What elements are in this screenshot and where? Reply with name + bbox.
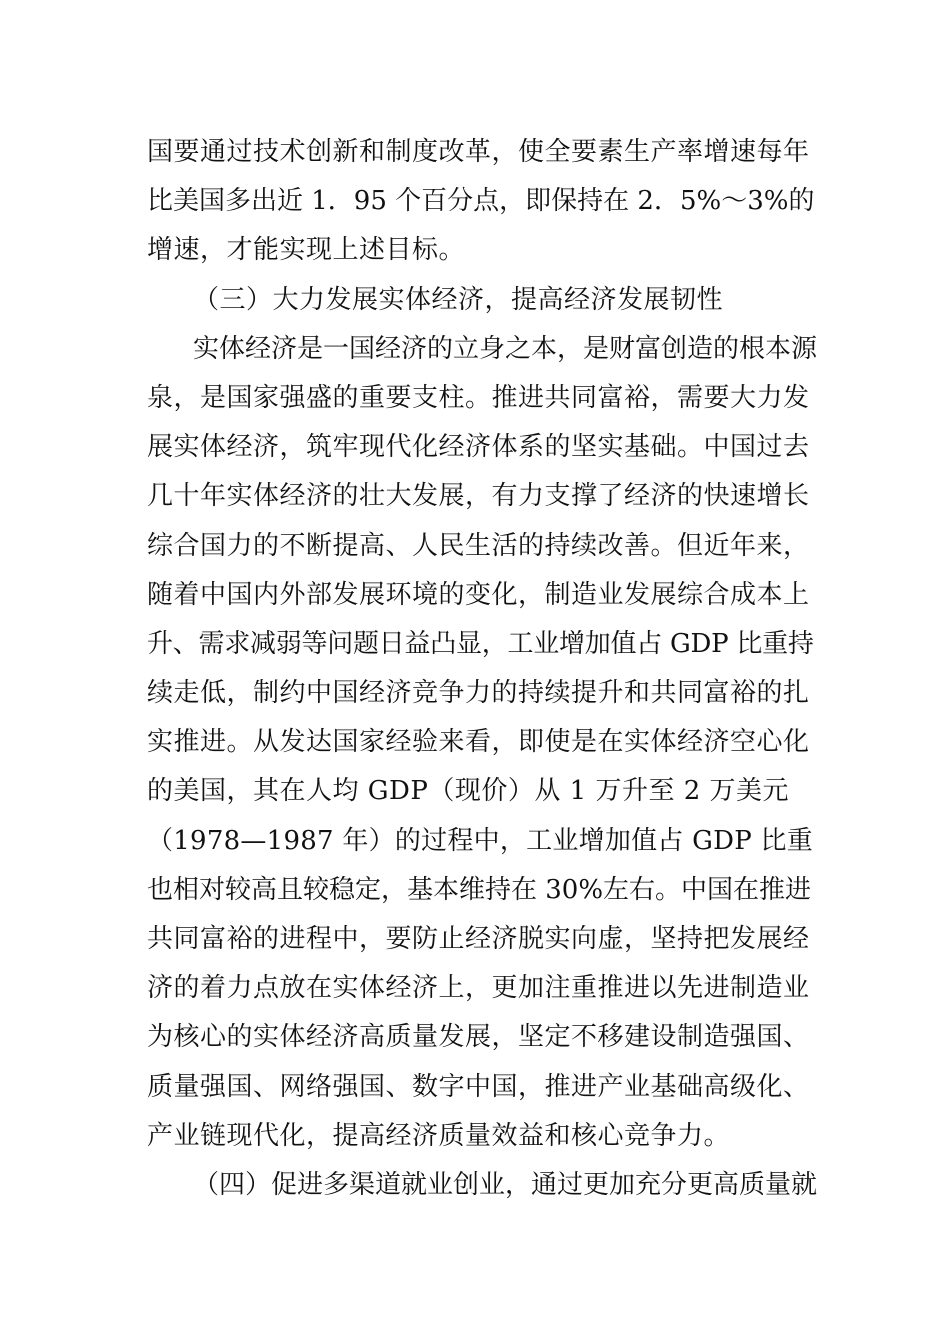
text-line: 实推进。从发达国家经验来看，即使是在实体经济空心化 (147, 727, 810, 758)
text-line: 国要通过技术创新和制度改革，使全要素生产率增速每年 (147, 137, 810, 167)
text-line: 几十年实体经济的壮大发展，有力支撑了经济的快速增长 (147, 481, 810, 512)
text-line: 的美国，其在人均 GDP（现价）从 1 万升至 2 万美元 (147, 776, 790, 807)
text-line: 增速，才能实现上述目标。 (147, 235, 466, 266)
text-line: 随着中国内外部发展环境的变化，制造业发展综合成本上 (147, 579, 810, 610)
text-line: 展实体经济，筑牢现代化经济体系的坚实基础。中国过去 (147, 432, 810, 463)
text-line: 泉，是国家强盛的重要支柱。推进共同富裕，需要大力发 (147, 382, 810, 413)
text-line: 也相对较高且较稳定，基本维持在 30%左右。中国在推进 (147, 874, 812, 905)
text-line: 济的着力点放在实体经济上，更加注重推进以先进制造业 (147, 973, 810, 1004)
text-line: 质量强国、网络强国、数字中国，推进产业基础高级化、 (147, 1071, 810, 1102)
text-line: 续走低，制约中国经济竞争力的持续提升和共同富裕的扎 (147, 678, 810, 709)
text-line: （四）促进多渠道就业创业，通过更加充分更高质量就 (193, 1169, 818, 1200)
text-line: 共同富裕的进程中，要防止经济脱实向虚，坚持把发展经 (147, 924, 810, 954)
text-line: （三）大力发展实体经济，提高经济发展韧性 (193, 284, 724, 315)
text-line: 比美国多出近 1．95 个百分点，即保持在 2．5%～3%的 (147, 186, 815, 217)
text-line: 实体经济是一国经济的立身之本，是财富创造的根本源 (193, 333, 818, 364)
document-body (147, 128, 817, 1210)
text-line: 综合国力的不断提高、人民生活的持续改善。但近年来， (147, 530, 810, 561)
text-line: 升、需求减弱等问题日益凸显，工业增加值占 GDP 比重持 (147, 628, 814, 659)
text-line: （1978—1987 年）的过程中，工业增加值占 GDP 比重 (147, 825, 813, 856)
text-line: 产业链现代化，提高经济质量效益和核心竞争力。 (147, 1120, 731, 1151)
text-line: 为核心的实体经济高质量发展，坚定不移建设制造强国、 (147, 1022, 810, 1053)
